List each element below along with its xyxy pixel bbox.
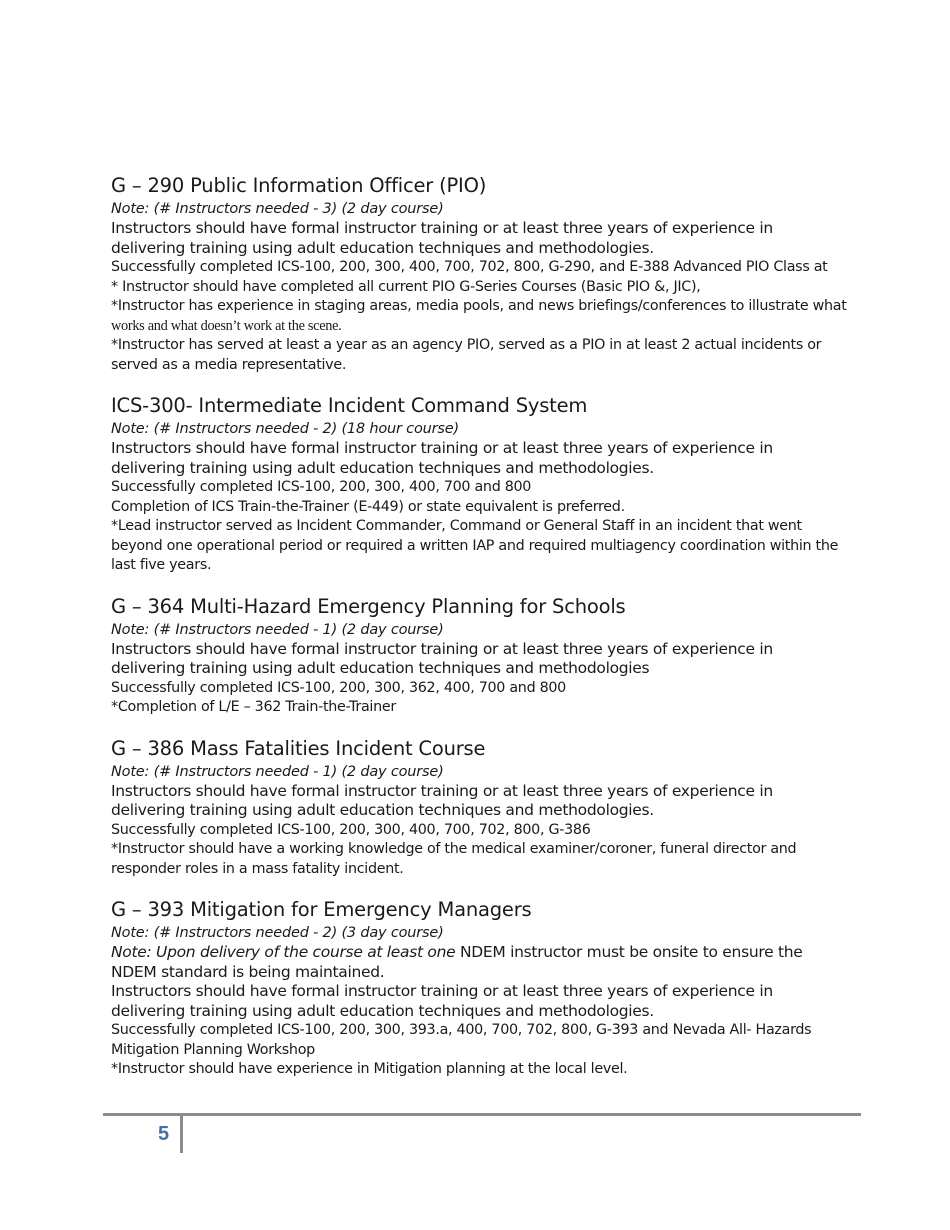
course-requirement: Successfully completed ICS-100, 200, 300, 400, 700, 702, 800, G-386 (111, 821, 591, 838)
course-note: Note: (# Instructors needed - 3) (2 day course) (111, 201, 444, 217)
course-requirement: Instructors should have formal instructor training or at least three years of experience in delivering training using adult education techniques and methodologies (111, 639, 773, 677)
course-section-ics300 (111, 392, 851, 576)
course-requirement: Completion of ICS Train-the-Trainer (E-449) or state equivalent is preferred. (111, 498, 625, 515)
course-title: G – 290 Public Information Officer (PIO) (111, 174, 487, 197)
course-title: G – 364 Multi-Hazard Emergency Planning for Schools (111, 594, 626, 618)
course-ndem-note (111, 943, 851, 982)
document-body (111, 172, 851, 1097)
course-requirement: Instructors should have formal instructor training or at least three years of experience in delivering training using adult education techniques and methodologies. (111, 439, 773, 477)
course-note: Note: (# Instructors needed - 1) (2 day course) (111, 763, 444, 780)
course-requirement: Instructors should have formal instructor training or at least three years of experience in delivering training using adult education techniques and methodologies. (111, 781, 773, 819)
course-requirement: Successfully completed ICS-100, 200, 300, 362, 400, 700 and 800 (111, 679, 566, 696)
course-section-g386 (111, 735, 851, 880)
course-title: ICS-300- Intermediate Incident Command System (111, 394, 588, 417)
course-section-g393 (111, 896, 851, 1080)
course-note: Note: (# Instructors needed - 2) (3 day course) (111, 925, 444, 941)
page-number: 5 (158, 1123, 170, 1145)
course-requirement: Instructors should have formal instructor training or at least three years of experience in delivering training using adult education techniques and methodologies. (111, 219, 773, 257)
course-note: Note: (# Instructors needed - 1) (2 day course) (111, 621, 444, 638)
course-requirement: *Lead instructor served as Incident Commander, Command or General Staff in an incident that went beyond one operational period or required a written IAP and required multiagency coordination within the last five years. (111, 518, 839, 573)
ndem-note-rest: NDEM instructor must be onsite to ensure the NDEM standard is being maintained. (111, 943, 803, 981)
course-requirement: *Instructor has experience in staging areas, media pools, and news briefings/conferences to illustrate what (111, 298, 847, 314)
course-requirement: Instructors should have formal instructor training or at least three years of experience in delivering training using adult education techniques and methodologies. (111, 982, 773, 1020)
course-requirement: *Completion of L/E – 362 Train-the-Trainer (111, 699, 396, 715)
course-requirement: Successfully completed ICS-100, 200, 300, 400, 700 and 800 (111, 479, 532, 495)
footer-rule (103, 1113, 861, 1116)
course-section-g290 (111, 172, 851, 375)
course-requirement: Successfully completed ICS-100, 200, 300, 400, 700, 702, 800, G-290, and E-388 Advanced PIO Class at (111, 259, 828, 275)
course-requirement: Successfully completed ICS-100, 200, 300, 393.a, 400, 700, 702, 800, G-393 and Nevada All- Hazards Mitigation Planning Workshop (111, 1022, 812, 1058)
course-requirement: * Instructor should have completed all current PIO G-Series Courses (Basic PIO &, JIC), (111, 278, 701, 295)
course-title: G – 393 Mitigation for Emergency Managers (111, 898, 532, 921)
course-requirement: *Instructor has served at least a year as an agency PIO, served as a PIO in at least 2 actual incidents or served as a media representative. (111, 337, 822, 373)
course-requirement: works and what doesn’t work at the scene. (111, 317, 342, 334)
footer-divider (180, 1116, 183, 1153)
course-requirement: *Instructor should have a working knowledge of the medical examiner/coroner, funeral director and responder roles in a mass fatality incident. (111, 841, 797, 877)
ndem-note-italic: Note: Upon delivery of the course at least one (111, 943, 456, 961)
course-section-g364 (111, 593, 851, 718)
course-title: G – 386 Mass Fatalities Incident Course (111, 736, 486, 760)
course-note: Note: (# Instructors needed - 2) (18 hour course) (111, 421, 459, 437)
course-requirement: *Instructor should have experience in Mitigation planning at the local level. (111, 1061, 628, 1077)
